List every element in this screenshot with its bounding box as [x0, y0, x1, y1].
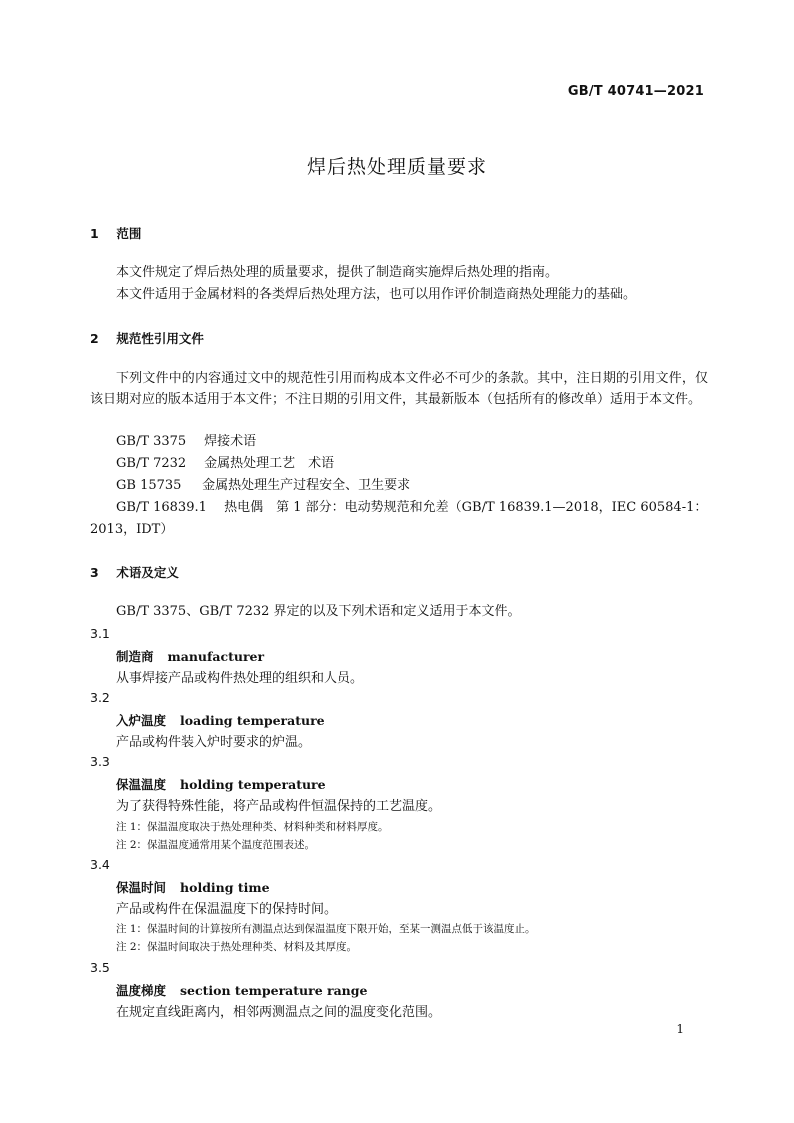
reference-item [116, 497, 707, 518]
reference-code: GB 15735 [116, 478, 182, 493]
term-number: 3.4 [90, 857, 110, 872]
term-number: 3.5 [90, 960, 110, 975]
term-cn: 保温时间 [116, 880, 167, 895]
section-title: 规范性引用文件 [116, 331, 204, 346]
term-en: loading temperature [180, 713, 325, 728]
references-intro: 下列文件中的内容通过文中的规范性引用而构成本文件必不可少的条款。其中，注日期的引用文件，仅该日期对应的版本适用于本文件；不注日期的引用文件，其最新版本（包括所有的修改单）适用于本文件。 [90, 371, 708, 407]
section-number: 2 [90, 331, 99, 346]
reference-continuation: 2013，IDT） [90, 522, 174, 537]
section-number: 1 [90, 226, 99, 241]
document-title: 焊后热处理质量要求 [306, 156, 487, 178]
term-name [116, 981, 367, 999]
term-name [116, 878, 270, 896]
term-en: section temperature range [180, 983, 368, 998]
page-number: 1 [676, 1022, 684, 1036]
standard-code: GB/T 40741—2021 [567, 84, 704, 99]
term-name [116, 711, 325, 729]
reference-item [116, 431, 256, 452]
term-note: 注 2：保温时间取决于热处理种类、材料及其厚度。 [116, 941, 358, 953]
term-en: holding time [180, 880, 270, 895]
term-cn: 制造商 [116, 649, 154, 664]
reference-item [116, 475, 410, 496]
term-en: holding temperature [180, 777, 326, 792]
term-name [116, 647, 264, 665]
section-title: 范围 [116, 226, 142, 241]
reference-code: GB/T 3375 [116, 434, 187, 449]
scope-paragraph-2: 本文件适用于金属材料的各类焊后热处理方法，也可以用作评价制造商热处理能力的基础。 [116, 287, 637, 302]
term-cn: 保温温度 [116, 777, 167, 792]
reference-title: 金属热处理生产过程安全、卫生要求 [202, 478, 411, 493]
term-definition: 产品或构件装入炉时要求的炉温。 [116, 735, 312, 750]
term-cn: 温度梯度 [116, 983, 167, 998]
term-en: manufacturer [167, 649, 265, 664]
term-definition: 产品或构件在保温温度下的保持时间。 [116, 902, 338, 917]
reference-item [116, 453, 334, 474]
reference-title: 热电偶 第 1 部分：电动势规范和允差（GB/T 16839.1—2018，IEC 60584-1： [224, 500, 708, 515]
term-name [116, 775, 326, 793]
terms-intro: GB/T 3375、GB/T 7232 界定的以及下列术语和定义适用于本文件。 [116, 604, 521, 619]
term-cn: 入炉温度 [116, 713, 167, 728]
section-3-heading [90, 563, 179, 581]
section-number: 3 [90, 565, 99, 580]
term-number: 3.2 [90, 690, 110, 705]
term-definition: 为了获得特殊性能，将产品或构件恒温保持的工艺温度。 [116, 799, 442, 814]
section-title: 术语及定义 [116, 565, 179, 580]
scope-paragraph-1: 本文件规定了焊后热处理的质量要求，提供了制造商实施焊后热处理的指南。 [116, 265, 559, 280]
term-note: 注 1：保温时间的计算按所有测温点达到保温温度下限开始，至某一测温点低于该温度止。 [116, 923, 536, 935]
reference-code: GB/T 16839.1 [116, 500, 207, 515]
section-2-heading [90, 329, 204, 347]
term-number: 3.3 [90, 754, 110, 769]
reference-code: GB/T 7232 [116, 456, 187, 471]
term-number: 3.1 [90, 626, 110, 641]
reference-title: 金属热处理工艺 术语 [204, 456, 335, 471]
term-definition: 从事焊接产品或构件热处理的组织和人员。 [116, 671, 364, 686]
reference-title: 焊接术语 [204, 434, 257, 449]
term-note: 注 2：保温温度通常用某个温度范围表述。 [116, 839, 316, 851]
section-1-heading [90, 224, 141, 242]
term-note: 注 1：保温温度取决于热处理种类、材料种类和材料厚度。 [116, 821, 389, 833]
term-definition: 在规定直线距离内，相邻两测温点之间的温度变化范围。 [116, 1005, 442, 1020]
